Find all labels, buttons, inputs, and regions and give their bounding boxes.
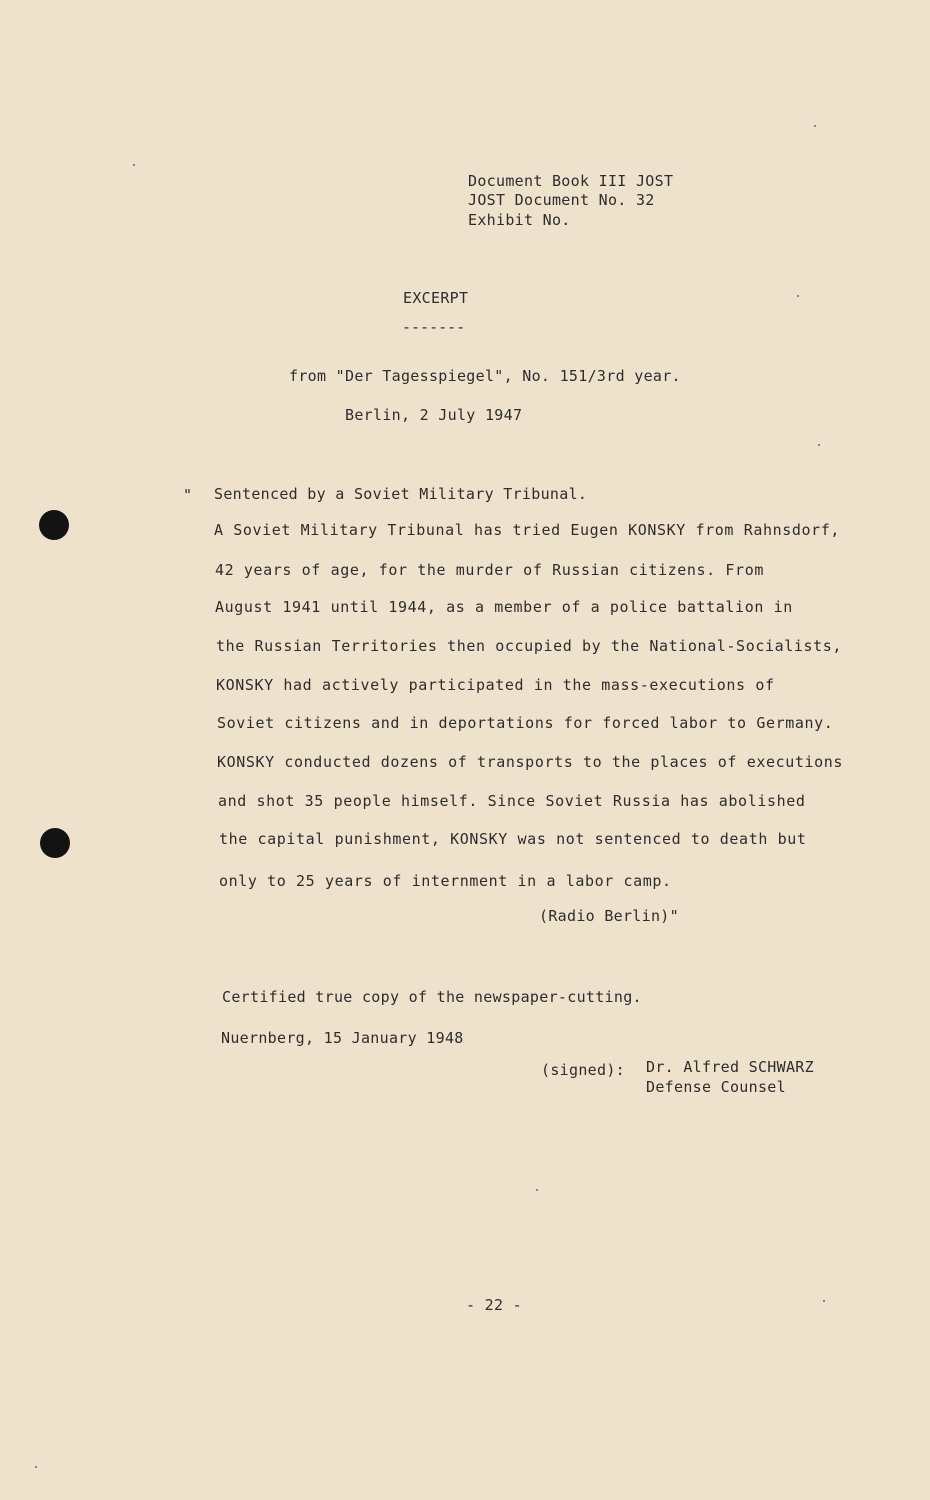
- source-newspaper: from "Der Tagesspiegel", No. 151/3rd year.: [289, 367, 681, 385]
- paper-speck: [133, 164, 135, 166]
- page-number: - 22 -: [466, 1296, 522, 1314]
- article-line: A Soviet Military Tribunal has tried Eugen KONSKY from Rahnsdorf,: [214, 521, 840, 539]
- article-line: 42 years of age, for the murder of Russian citizens. From: [215, 561, 764, 579]
- title-underline: -------: [402, 318, 466, 336]
- paper-speck: [536, 1189, 538, 1191]
- signed-label: (signed):: [541, 1061, 625, 1079]
- paper-speck: [35, 1466, 37, 1468]
- certification-place-date: Nuernberg, 15 January 1948: [221, 1029, 464, 1047]
- document-number-label: JOST Document No. 32: [468, 191, 655, 209]
- document-book-label: Document Book III JOST: [468, 172, 674, 190]
- exhibit-label: Exhibit No.: [468, 211, 571, 229]
- opening-quote-mark: ": [183, 486, 193, 504]
- paper-speck: [797, 295, 799, 297]
- certification-statement: Certified true copy of the newspaper-cutting.: [222, 988, 642, 1006]
- paper-speck: [823, 1300, 825, 1302]
- paper-speck: [814, 125, 816, 127]
- article-heading: Sentenced by a Soviet Military Tribunal.: [214, 485, 588, 503]
- signer-title: Defense Counsel: [646, 1078, 786, 1096]
- source-date: Berlin, 2 July 1947: [345, 406, 523, 424]
- article-line: Soviet citizens and in deportations for forced labor to Germany.: [217, 714, 834, 732]
- article-line: KONSKY conducted dozens of transports to the places of executions: [217, 753, 843, 771]
- punch-hole-top: [39, 510, 69, 540]
- article-line: the capital punishment, KONSKY was not sentenced to death but: [219, 830, 807, 848]
- article-source-note: (Radio Berlin)": [539, 907, 679, 925]
- article-line: and shot 35 people himself. Since Soviet Russia has abolished: [218, 792, 806, 810]
- article-line: the Russian Territories then occupied by the National-Socialists,: [216, 637, 842, 655]
- punch-hole-bottom: [40, 828, 70, 858]
- article-line: KONSKY had actively participated in the mass-executions of: [216, 676, 775, 694]
- excerpt-title: EXCERPT: [403, 289, 469, 307]
- article-line: only to 25 years of internment in a labor camp.: [219, 872, 672, 890]
- paper-speck: [818, 444, 820, 446]
- signer-name: Dr. Alfred SCHWARZ: [646, 1058, 814, 1076]
- article-line: August 1941 until 1944, as a member of a police battalion in: [215, 598, 793, 616]
